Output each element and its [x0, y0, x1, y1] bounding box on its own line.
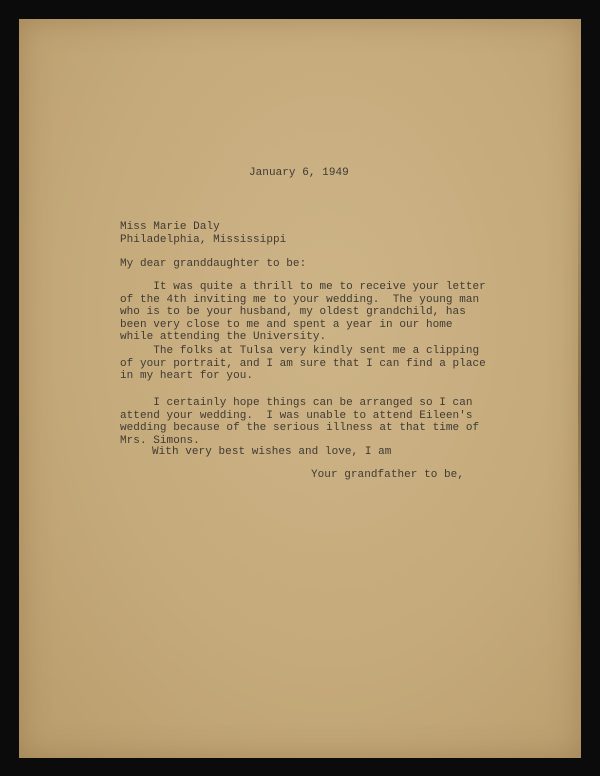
recipient-location: Philadelphia, Mississippi	[120, 233, 287, 246]
body-paragraph-1: It was quite a thrill to me to receive your letter of the 4th inviting me to your wedding. The young man who is to be your husband, my oldest grandchild, has been very close to me and spent a year in our home while attending the University.	[120, 281, 486, 344]
salutation: My dear granddaughter to be:	[120, 258, 307, 270]
recipient-name: Miss Marie Daly	[120, 221, 220, 233]
body-paragraph-2: The folks at Tulsa very kindly sent me a clipping of your portrait, and I am sure that I can find a place in my heart for you.	[120, 345, 486, 383]
complimentary-close: Your grandfather to be,	[311, 469, 464, 481]
body-paragraph-3: I certainly hope things can be arranged so I can attend your wedding. I was unable to attend Eileen's wedding because of the serious illness at that time of Mrs. Simons.	[120, 397, 480, 447]
body-paragraph-4: With very best wishes and love, I am	[152, 446, 392, 458]
letter-date: January 6, 1949	[249, 167, 349, 179]
letter-page	[19, 19, 581, 758]
recipient-address	[120, 221, 286, 246]
